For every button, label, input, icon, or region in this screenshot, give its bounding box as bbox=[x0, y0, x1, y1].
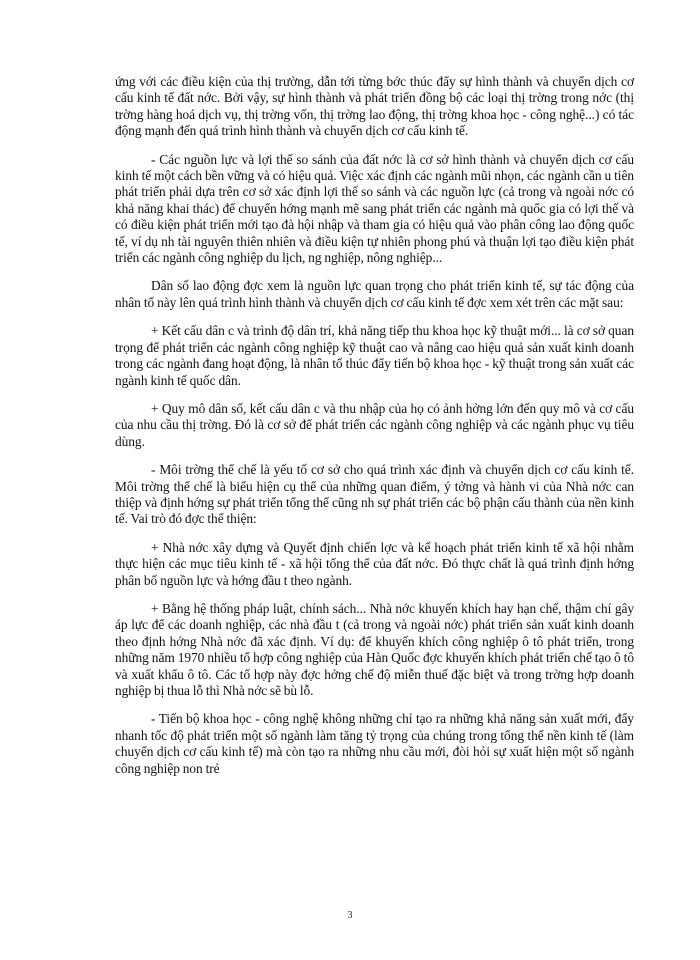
paragraph-population-labor: Dân số lao động đợc xem là nguồn lực quan trọng cho phát triển kinh tế, sự tác động của nhân tố này lên quá trình hình thành và chuyển dịch cơ cấu kinh tế đợc xem xét trên các mặt sau: bbox=[115, 278, 634, 310]
paragraph-science-technology: - Tiến bộ khoa học - công nghệ không những chỉ tạo ra những khả năng sản xuất mới, đẩy nhanh tốc độ phát triển một số ngành làm tăng tỷ trọng của chúng trong tổng thể nền kinh tế (làm chuyển dịch cơ cấu kinh tế) mà còn tạo ra những nhu cầu mới, đòi hỏi sự xuất hiện một số ngành công nghiệp non trẻ bbox=[115, 711, 634, 776]
paragraph-state-strategy: + Nhà nớc xây dựng và Quyết định chiến lợc và kế hoạch phát triển kinh tế xã hội nhằm thực hiện các mục tiêu kinh tế - xã hội tổng thể của đất nớc. Đó thực chất là quá trình định hớng phân bố nguồn lực và hớng đầu t theo ngành. bbox=[115, 539, 634, 588]
paragraph-population-structure: + Kết cấu dân c và trình độ dân trí, khả năng tiếp thu khoa học kỹ thuật mới... là cơ sở quan trọng để phát triển các ngành công nghiệp kỹ thuật cao và nâng cao hiệu quả sản xuất kinh doanh trong các ngành đang hoạt động, là nhân tố thúc đẩy tiến bộ khoa học - kỹ thuật trong sản xuất các ngành kinh tế quốc dân. bbox=[115, 323, 634, 388]
paragraph-market-development: ứng với các điều kiện của thị trường, dẫn tới từng bớc thúc đẩy sự hình thành và chuyển dịch cơ cấu kinh tế đất nớc. Bởi vậy, sự hình thành và phát triển đồng bộ các loại thị trờng trong nớc (thị trờng hàng hoá dịch vụ, thị trờng vốn, thị trờng lao động, thị trờng khoa học - công nghệ...) có tác động mạnh đến quá trình hình thành và chuyển dịch cơ cấu kinh tế. bbox=[115, 74, 634, 139]
page-number: 3 bbox=[347, 910, 353, 921]
paragraph-legal-policy: + Bằng hệ thống pháp luật, chính sách... Nhà nớc khuyến khích hay hạn chế, thậm chí gây áp lực để các doanh nghiệp, các nhà đầu t (cả trong và ngoài nớc) phát triển sản xuất kinh doanh theo định hớng Nhà nớc đã xác định. Ví dụ: để khuyến khích công nghiệp ô tô phát triển, trong những năm 1970 nhiều tổ hợp công nghiệp của Hàn Quốc đợc khuyến khích phát triển chế tạo ô tô và xuất khẩu ô tô. Các tổ hợp này đợc hởng chế độ miễn thuế đặc biệt và trong trờng hợp doanh nghiệp bị thua lỗ thì Nhà nớc sẽ bù lỗ. bbox=[115, 600, 634, 698]
paragraph-resources-advantages: - Các nguồn lực và lợi thế so sánh của đất nớc là cơ sở hình thành và chuyển dịch cơ cấu kinh tế một cách bền vững và có hiệu quả. Việc xác định các ngành mũi nhọn, các ngành cần u tiên phát triển phải dựa trên cơ sở xác định lợi thế so sánh và các nguồn lực (cả trong và ngoài nớc có khả năng khai thác) để chuyển hớng mạnh mẽ sang phát triển các ngành mà quốc gia có lợi thế và có điều kiện phát triển mới tạo đà hội nhập và tham gia có hiệu quả vào phân công lao động quốc tế, ví dụ nh tài nguyên thiên nhiên và điều kiện tự nhiên phong phú và thuận lợi tạo điều kiện phát triển các ngành công nghiệp du lịch, ng nghiệp, nông nghiệp... bbox=[115, 151, 634, 266]
paragraph-institutional-environment: - Môi trờng thể chế là yếu tố cơ sở cho quá trình xác định và chuyển dịch cơ cấu kinh tế. Môi trờng thể chế là biểu hiện cụ thể của những quan điểm, ý tởng và hành vi của Nhà nớc can thiệp và định hớng sự phát triển tổng thể cũng nh sự phát triển các bộ phận cấu thành của nền kinh tế. Vai trò đó đợc thể thiện: bbox=[115, 462, 634, 527]
page-body bbox=[115, 74, 634, 789]
paragraph-population-scale: + Quy mô dân số, kết cấu dân c và thu nhập của họ có ảnh hởng lớn đến quy mô và cơ cấu của nhu cầu thị trờng. Đó là cơ sở để phát triển các ngành công nghiệp và các ngành phục vụ tiêu dùng. bbox=[115, 400, 634, 449]
